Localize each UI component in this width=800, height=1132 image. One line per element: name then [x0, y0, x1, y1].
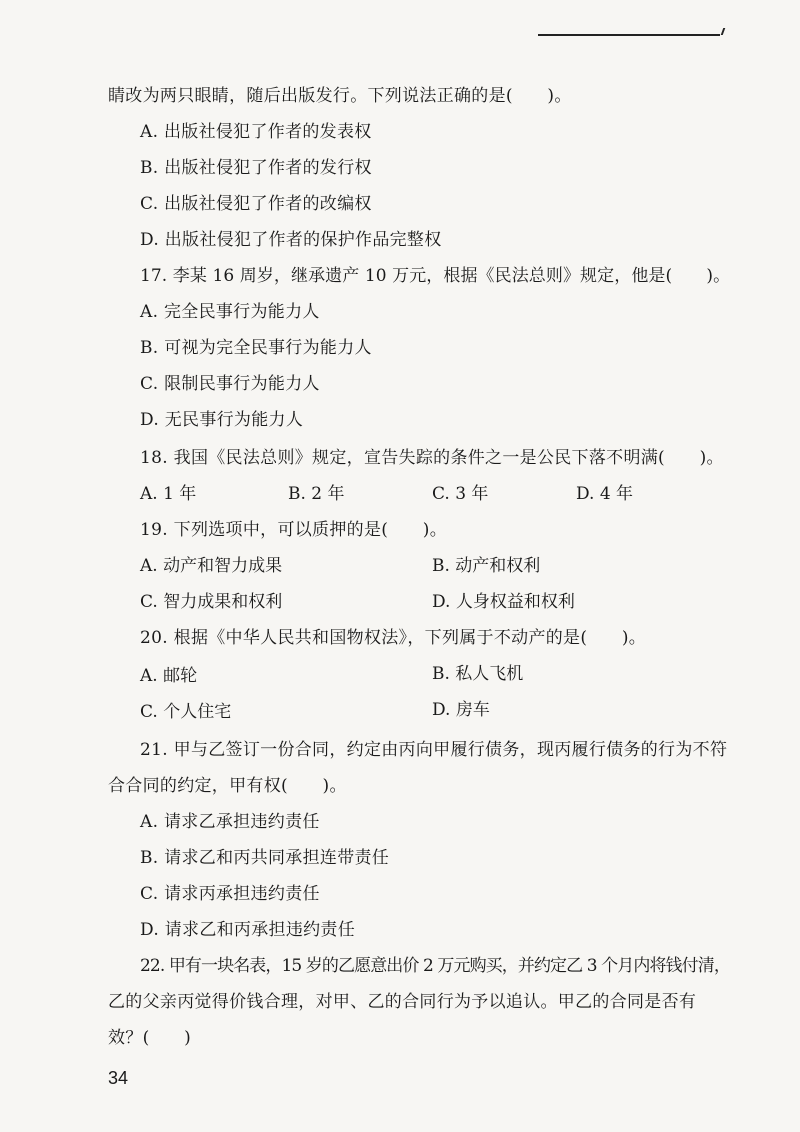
question-21-option-c: C. 请求丙承担违约责任 [140, 884, 320, 904]
question-16-option-b: B. 出版社侵犯了作者的发行权 [140, 158, 372, 178]
question-19: 19. 下列选项中，可以质押的是( )。 [140, 520, 448, 540]
question-22-line-3: 效？( ) [108, 1028, 192, 1048]
question-21-option-b: B. 请求乙和丙共同承担连带责任 [140, 848, 390, 868]
question-18-option-c: C. 3 年 [432, 484, 489, 504]
page-number: 34 [108, 1068, 129, 1088]
question-18: 18. 我国《民法总则》规定，宣告失踪的条件之一是公民下落不明满( )。 [140, 448, 724, 468]
question-16-option-a: A. 出版社侵犯了作者的发表权 [140, 122, 372, 142]
question-16-continuation: 睛改为两只眼睛，随后出版发行。下列说法正确的是( )。 [108, 86, 572, 106]
question-17-option-b: B. 可视为完全民事行为能力人 [140, 338, 372, 358]
question-20-option-a: A. 邮轮 [140, 666, 198, 686]
question-16-option-d: D. 出版社侵犯了作者的保护作品完整权 [140, 230, 442, 250]
question-20-option-b: B. 私人飞机 [432, 664, 524, 684]
question-18-option-d: D. 4 年 [576, 484, 634, 504]
question-18-option-b: B. 2 年 [288, 484, 345, 504]
question-20-option-d: D. 房车 [432, 700, 490, 720]
question-19-option-b: B. 动产和权利 [432, 556, 541, 576]
question-19-option-d: D. 人身权益和权利 [432, 592, 575, 612]
question-20-option-c: C. 个人住宅 [140, 702, 232, 722]
question-19-option-a: A. 动产和智力成果 [140, 556, 283, 576]
question-21-option-a: A. 请求乙承担违约责任 [140, 812, 320, 832]
question-22-line-2: 乙的父亲丙觉得价钱合理，对甲、乙的合同行为予以追认。甲乙的合同是否有 [108, 992, 697, 1012]
question-16-option-c: C. 出版社侵犯了作者的改编权 [140, 194, 372, 214]
question-21-line-2: 合合同的约定，甲有权( )。 [108, 776, 347, 796]
question-22-line-1: 22. 甲有一块名表，15 岁的乙愿意出价 2 万元购买，并约定乙 3 个月内将钱付清， [140, 956, 730, 976]
question-19-option-c: C. 智力成果和权利 [140, 592, 283, 612]
question-21-line-1: 21. 甲与乙签订一份合同，约定由丙向甲履行债务，现丙履行债务的行为不符 [140, 740, 728, 760]
question-20: 20. 根据《中华人民共和国物权法》，下列属于不动产的是( )。 [140, 628, 647, 648]
question-17: 17. 李某 16 周岁，继承遗产 10 万元，根据《民法总则》规定，他是( )。 [140, 266, 731, 286]
question-17-option-d: D. 无民事行为能力人 [140, 410, 304, 430]
question-21-option-d: D. 请求乙和丙承担违约责任 [140, 920, 356, 940]
question-17-option-a: A. 完全民事行为能力人 [140, 302, 320, 322]
header-rule [538, 34, 720, 36]
question-18-option-a: A. 1 年 [140, 484, 197, 504]
question-17-option-c: C. 限制民事行为能力人 [140, 374, 320, 394]
header-rule-hook [715, 28, 726, 35]
